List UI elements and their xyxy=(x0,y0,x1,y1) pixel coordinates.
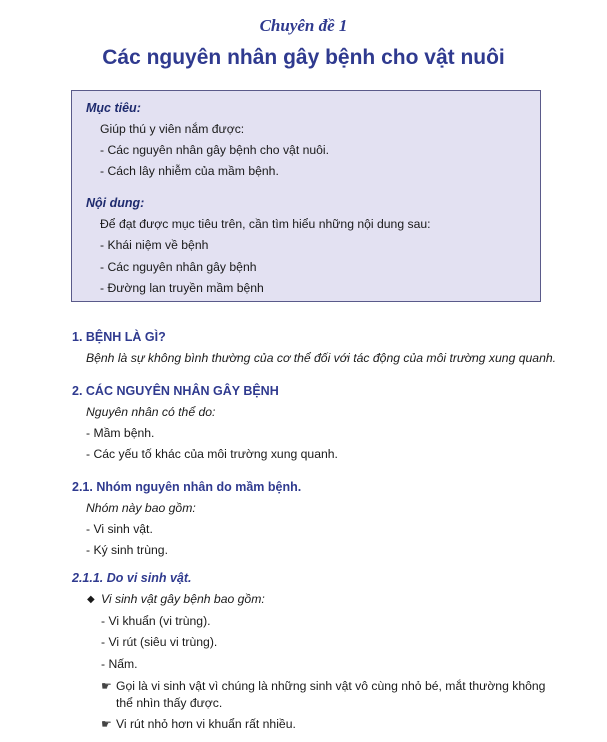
pointing-hand-icon: ☛ xyxy=(101,679,112,693)
section-2-1-item: - Vi sinh vật. xyxy=(86,522,153,536)
section-2-1-1-heading: 2.1.1. Do vi sinh vật. xyxy=(72,571,192,585)
objectives-item: - Các nguyên nhân gây bệnh cho vật nuôi. xyxy=(100,143,330,157)
objectives-box xyxy=(71,90,541,302)
chapter-label: Chuyên đề 1 xyxy=(259,16,348,35)
microbe-item: - Nấm. xyxy=(101,657,138,671)
content-item: - Các nguyên nhân gây bệnh xyxy=(100,260,257,274)
section-2-1-heading: 2.1. Nhóm nguyên nhân do mầm bệnh. xyxy=(72,480,302,494)
bullet-text: Vi sinh vật gây bệnh bao gồm: xyxy=(101,592,265,606)
content-intro: Để đạt được mục tiêu trên, cần tìm hiểu những nội dung sau: xyxy=(100,217,431,231)
pointing-hand-icon: ☛ xyxy=(101,717,112,731)
section-1-text: Bệnh là sự không bình thường của cơ thể đối với tác động của môi trường xung quanh. xyxy=(86,351,557,365)
objectives-intro: Giúp thú y viên nắm được: xyxy=(100,122,245,136)
microbe-item: - Vi khuẩn (vi trùng). xyxy=(101,614,211,628)
page-title: Các nguyên nhân gây bệnh cho vật nuôi xyxy=(102,46,505,69)
note-2: Vi rút nhỏ hơn vi khuẩn rất nhiều. xyxy=(116,717,296,731)
objectives-heading: Mục tiêu: xyxy=(86,101,141,115)
content-heading: Nội dung: xyxy=(86,196,145,210)
content-item: - Đường lan truyền mầm bệnh xyxy=(100,281,264,295)
diamond-bullet-icon: ◆ xyxy=(87,594,95,605)
section-1-heading: 1. BỆNH LÀ GÌ? xyxy=(72,330,166,344)
section-2-item: - Các yếu tố khác của môi trường xung quanh. xyxy=(86,447,338,461)
section-2-1-item: - Ký sinh trùng. xyxy=(86,543,168,557)
section-2-item: - Mầm bệnh. xyxy=(86,426,155,440)
note-1-line-2: thể nhìn thấy được. xyxy=(116,696,223,710)
content-item: - Khái niệm về bệnh xyxy=(100,238,209,252)
note-1-line-1: Gọi là vi sinh vật vì chúng là những sinh vật vô cùng nhỏ bé, mắt thường không xyxy=(116,679,546,693)
microbe-item: - Vi rút (siêu vi trùng). xyxy=(101,635,218,649)
objectives-item: - Cách lây nhiễm của mầm bệnh. xyxy=(100,164,279,178)
section-2-1-intro: Nhóm này bao gồm: xyxy=(86,501,196,515)
section-2-heading: 2. CÁC NGUYÊN NHÂN GÂY BỆNH xyxy=(72,384,279,398)
section-2-intro: Nguyên nhân có thể do: xyxy=(86,405,216,419)
